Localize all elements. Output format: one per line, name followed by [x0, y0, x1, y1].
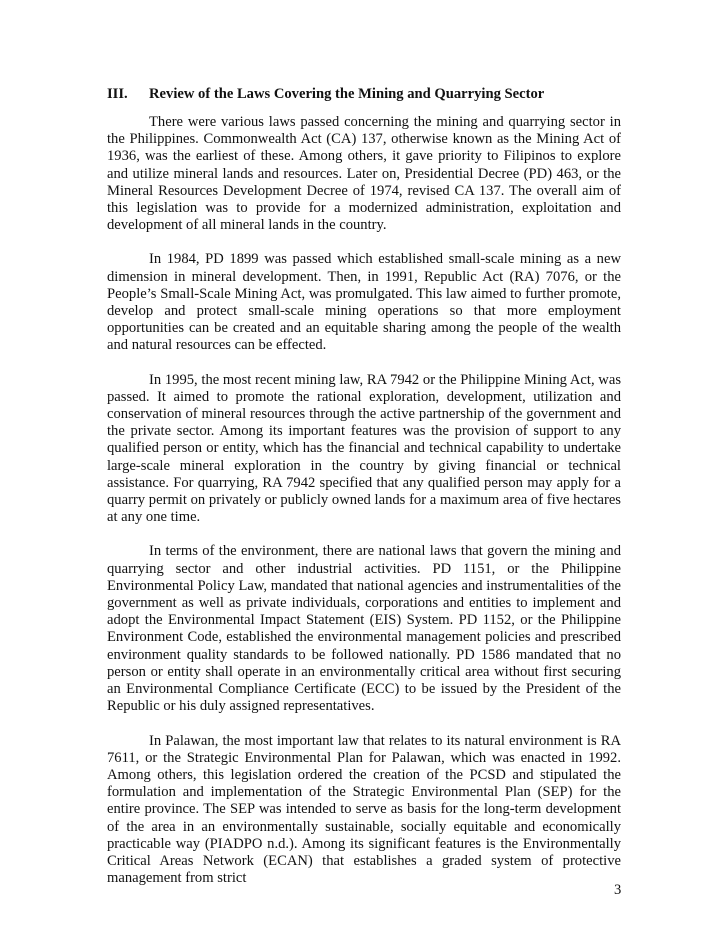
- section-heading: [107, 86, 621, 103]
- document-page: [107, 86, 621, 904]
- paragraph-environmental-laws: In terms of the environment, there are national laws that govern the mining and quarrying sector and other industrial activities. PD 1151, or the Philippine Environmental Policy Law, mandated that national agencies and instrumentalities of the government as well as private individuals, corporations and entities to implement and adopt the Environmental Impact Statement (EIS) System. PD 1152, or the Philippine Environment Code, established the environmental management policies and prescribed environment quality standards to be followed nationally. PD 1586 mandated that no person or entity shall operate in an environmentally critical area without first securing an Environmental Compliance Certificate (ECC) to be issued by the President of the Republic or his duly assigned representatives.: [107, 543, 621, 715]
- page-number: 3: [614, 882, 622, 898]
- paragraph-palawan-sep: In Palawan, the most important law that relates to its natural environment is RA 7611, or the Strategic Environmental Plan for Palawan, which was enacted in 1992. Among others, this legislation ordered the creation of the PCSD and stipulated the formulation and implementation of the Strategic Environmental Plan (SEP) for the entire province. The SEP was intended to serve as basis for the long-term development of the area in an environmentally sustainable, socially equitable and economically practicable way (PIADPO n.d.). Among its significant features is the Environmentally Critical Areas Network (ECAN) that establishes a graded system of protective management from strict: [107, 732, 621, 887]
- paragraph-philippine-mining-act: In 1995, the most recent mining law, RA 7942 or the Philippine Mining Act, was passed. It aimed to promote the rational exploration, development, utilization and conservation of mineral resources through the active partnership of the government and the private sector. Among its important features was the provision of support to any qualified person or entity, which has the financial and technical capability to undertake large-scale mineral exploration in the country by giving financial or technical assistance. For quarrying, RA 7942 specified that any qualified person may apply for a quarry permit on privately or publicly owned lands for a maximum area of five hectares at any one time.: [107, 371, 621, 526]
- paragraph-mining-laws-history: There were various laws passed concerning the mining and quarrying sector in the Philippines. Commonwealth Act (CA) 137, otherwise known as the Mining Act of 1936, was the earliest of these. Among others, it gave priority to Filipinos to explore and utilize mineral lands and resources. Later on, Presidential Decree (PD) 463, or the Mineral Resources Development Decree of 1974, revised CA 137. The overall aim of this legislation was to provide for a modernized administration, exploitation and development of all mineral lands in the country.: [107, 114, 621, 234]
- section-title: Review of the Laws Covering the Mining and Quarrying Sector: [149, 86, 545, 102]
- paragraph-small-scale-mining: In 1984, PD 1899 was passed which established small-scale mining as a new dimension in mineral development. Then, in 1991, Republic Act (RA) 7076, or the People’s Small-Scale Mining Act, was promulgated. This law aimed to further promote, develop and protect small-scale mining operations so that more employment opportunities can be created and an equitable sharing among the people of the wealth and natural resources can be effected.: [107, 251, 621, 354]
- section-number: III.: [107, 86, 128, 102]
